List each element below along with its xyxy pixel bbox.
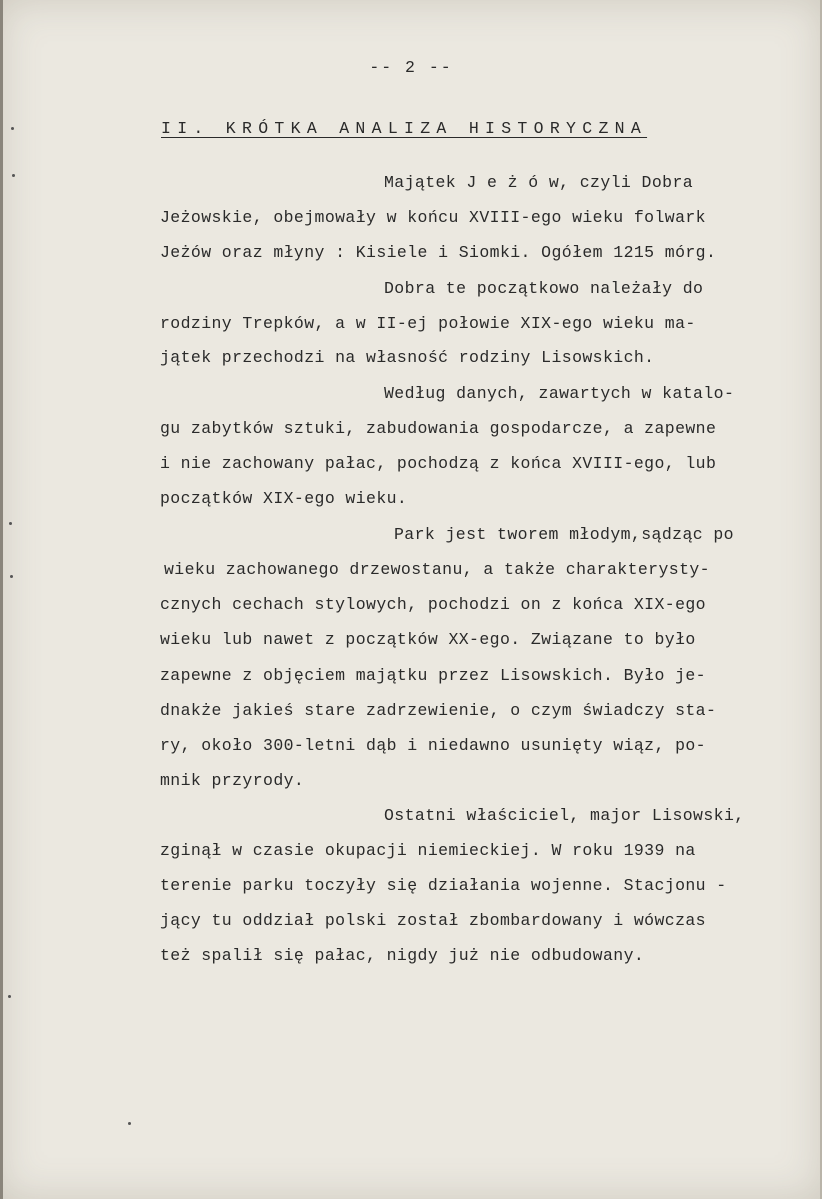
text-line: jący tu oddział polski został zbombardowany i wówczas (160, 911, 706, 930)
scan-speck (12, 174, 15, 177)
text-line: też spalił się pałac, nigdy już nie odbudowany. (160, 946, 645, 965)
page-number: -- 2 -- (369, 58, 453, 77)
text-line: wieku zachowanego drzewostanu, a także charakterysty- (164, 560, 710, 579)
text-line: wieku lub nawet z początków XX-ego. Związane to było (160, 630, 696, 649)
page-left-edge (0, 0, 3, 1199)
scan-speck (11, 127, 14, 130)
text-line: Ostatni właściciel, major Lisowski, (384, 806, 745, 825)
scan-speck (8, 995, 11, 998)
text-line: Jeżowskie, obejmowały w końcu XVIII-ego wieku folwark (160, 208, 706, 227)
text-line: ry, około 300-letni dąb i niedawno usunięty wiąz, po- (160, 736, 706, 755)
text-line: rodziny Trepków, a w II-ej połowie XIX-ego wieku ma- (160, 314, 696, 333)
text-line: Park jest tworem młodym,sądząc po (394, 525, 734, 544)
text-line: jątek przechodzi na własność rodziny Lisowskich. (160, 348, 655, 367)
scan-speck (10, 575, 13, 578)
scan-speck (9, 522, 12, 525)
text-line: Jeżów oraz młyny : Kisiele i Siomki. Ogółem 1215 mórg. (160, 243, 717, 262)
text-line: zapewne z objęciem majątku przez Lisowskich. Było je- (160, 666, 706, 685)
text-line: i nie zachowany pałac, pochodzą z końca XVIII-ego, lub (160, 454, 717, 473)
scan-speck (128, 1122, 131, 1125)
text-line: zginął w czasie okupacji niemieckiej. W roku 1939 na (160, 841, 696, 860)
text-line: mnik przyrody. (160, 771, 305, 790)
section-heading: II. KRÓTKA ANALIZA HISTORYCZNA (161, 119, 648, 138)
text-line: Według danych, zawartych w katalo- (384, 384, 735, 403)
text-line: cznych cechach stylowych, pochodzi on z końca XIX-ego (160, 595, 706, 614)
text-line: gu zabytków sztuki, zabudowania gospodarcze, a zapewne (160, 419, 717, 438)
text-line: dnakże jakieś stare zadrzewienie, o czym świadczy sta- (160, 701, 717, 720)
text-line: Majątek J e ż ó w, czyli Dobra (384, 173, 694, 192)
text-line: Dobra te początkowo należały do (384, 279, 704, 298)
text-line: terenie parku toczyły się działania wojenne. Stacjonu - (160, 876, 727, 895)
text-line: początków XIX-ego wieku. (160, 489, 408, 508)
